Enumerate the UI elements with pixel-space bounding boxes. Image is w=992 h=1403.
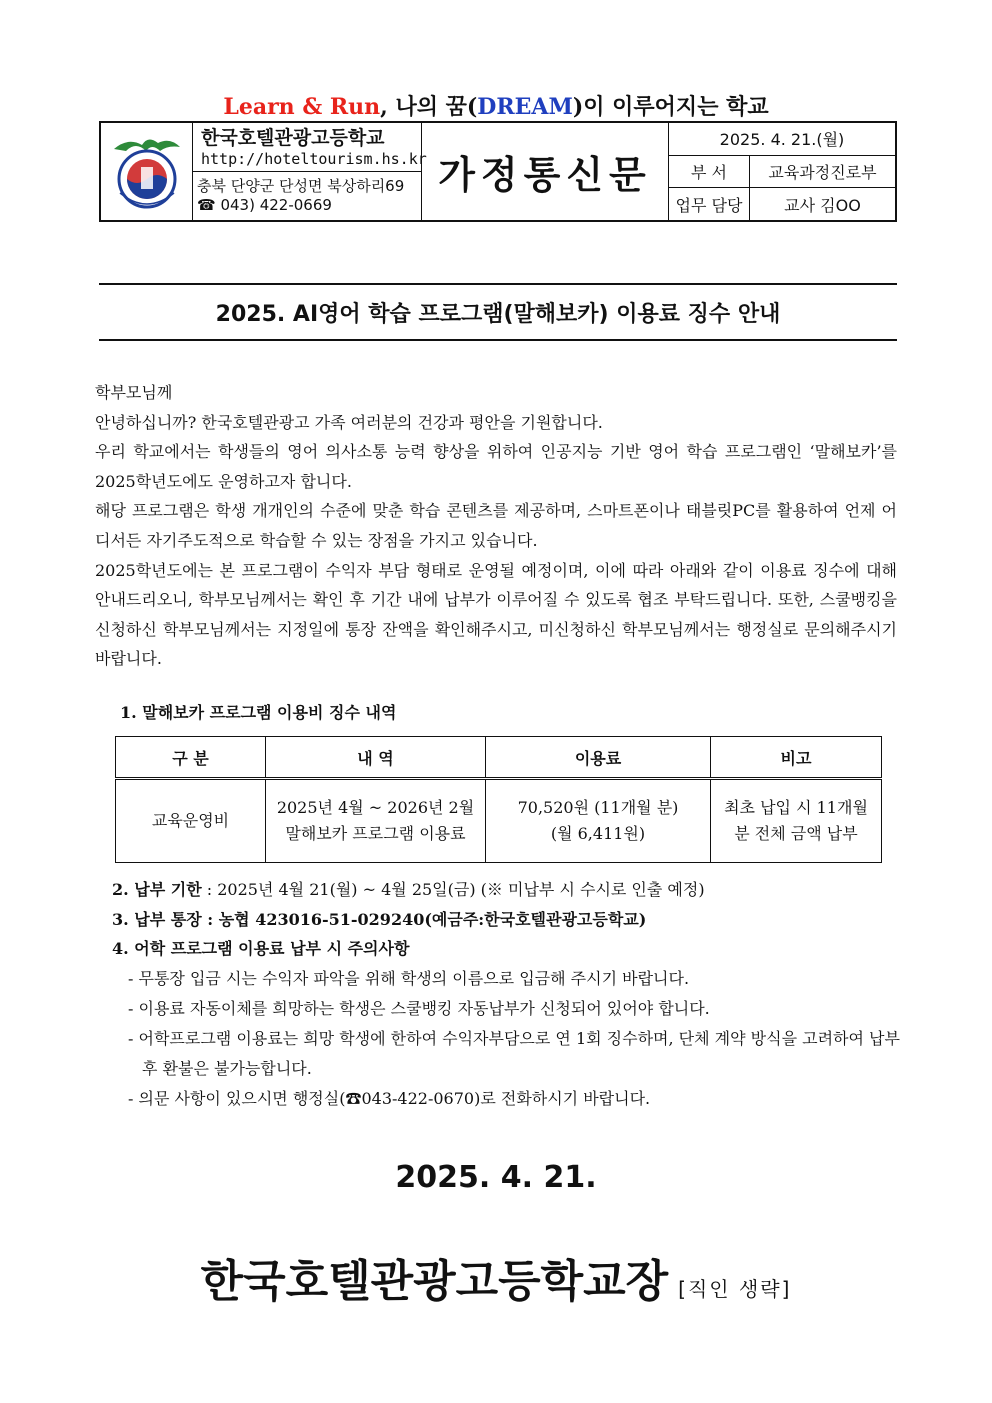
cell-note [711,779,882,863]
note-line-2: 분 전체 금액 납부 [734,824,858,843]
doc-type-title: 가정통신문 [422,123,669,220]
issue-date: 2025. 4. 21. [395,1160,597,1195]
detail-line-2: 말해보카 프로그램 이용료 [285,824,466,843]
principal-name: 한국호텔관광고등학교장 [200,1256,669,1307]
col-category: 구 분 [116,737,266,779]
slogan-text-1: , 나의 꿈( [380,94,478,120]
school-name: 한국호텔관광고등학교 [201,127,385,149]
detail-line-1: 2025년 4월 ~ 2026년 2월 [276,798,475,817]
col-fee: 이용료 [486,737,711,779]
col-detail: 내 역 [266,737,486,779]
list-item: - 무통장 입금 시는 수익자 파악을 위해 학생의 이름으로 입금해 주시기 바랍니다. [128,968,690,988]
school-phone: ☎ 043) 422-0669 [197,195,332,214]
letter-body [95,378,897,674]
dept-value: 교육과정진로부 [768,163,877,182]
body-paragraph-1: 안녕하십니까? 한국호텔관광고 가족 여러분의 건강과 평안을 기원합니다. [95,412,603,432]
slogan-dream: DREAM [477,94,573,120]
cell-category: 교육운영비 [116,779,266,863]
table-row [116,779,882,863]
section-3: 3. 납부 통장 : 농협 423016-51-029240(예금주:한국호텔관광고등학교) [112,909,647,929]
school-logo [101,123,193,220]
list-item: - 의문 사항이 있으시면 행정실(☎043-422-0670)로 전화하시기 바랍니다. [128,1088,651,1108]
fee-line-2: (월 6,411원) [550,824,646,843]
school-address: 충북 단양군 단성면 북상하리69 [197,176,405,195]
seal-note: [직인 생략] [678,1277,792,1301]
fee-table-header [116,737,882,779]
school-info [193,123,427,220]
charge-row [669,188,895,220]
body-paragraph-4: 2025학년도에는 본 프로그램이 수익자 부담 형태로 운영될 예정이며, 이에 따라 아래와 같이 이용료 징수에 대해 안내드리오니, 학부모님께서는 확인 후 기간 내에 납부가 이루어질 수 있도록 협조 부탁드립니다. 또한, 스쿨뱅킹을 신청하신 학부모님께서는 지정일에 통장 잔액을 확인해주시고, 미신청하신 학부모님께서는 행정실로 문의해주시기 바랍니다. [95,560,897,669]
section-2-label: 2. 납부 기한 [112,880,202,899]
charge-label: 업무 담당 [669,188,750,220]
list-item: - 이용료 자동이체를 희망하는 학생은 스쿨뱅킹 자동납부가 신청되어 있어야 합니다. [128,998,710,1018]
charge-value: 교사 김OO [784,195,861,215]
school-slogan [0,90,992,121]
payment-sections [112,875,902,1114]
section-2-text: : 2025년 4월 21(월) ~ 4월 25일(금) (※ 미납부 시 수시로 인출 예정) [201,880,705,899]
letter-header [99,121,897,222]
school-url[interactable]: http://hoteltourism.hs.kr [201,150,427,168]
body-paragraph-2: 우리 학교에서는 학생들의 영어 의사소통 능력 향상을 위하여 인공지능 기반 영어 학습 프로그램인 ‘말해보카’를 2025학년도에도 운영하고자 합니다. [95,442,897,491]
notice-title: 2025. AI영어 학습 프로그램(말해보카) 이용료 징수 안내 [99,283,897,341]
slogan-text-2: )이 이루어지는 학교 [572,94,769,120]
note-line-1: 최초 납입 시 11개월 [724,798,868,817]
list-item: - 어학프로그램 이용료는 희망 학생에 한하여 수익자부담으로 연 1회 징수하며, 단체 계약 방식을 고려하여 납부 후 환불은 불가능합니다. [128,1028,900,1078]
cell-fee [486,779,711,863]
col-note: 비고 [711,737,882,779]
school-emblem-icon [108,131,186,213]
section-4-title: 4. 어학 프로그램 이용료 납부 시 주의사항 [112,939,410,958]
slogan-learn-run: Learn & Run [223,94,381,120]
doc-info [669,123,895,220]
body-paragraph-3: 해당 프로그램은 학생 개개인의 수준에 맞춘 학습 콘텐츠를 제공하며, 스마트폰이나 태블릿PC를 활용하여 언제 어디서든 자기주도적으로 학습할 수 있는 장점을 가지고 있습니다. [95,501,897,550]
dept-label: 부 서 [669,156,750,188]
fee-table [115,736,882,863]
section-2 [112,875,902,905]
dept-row [669,156,895,189]
fee-line-1: 70,520원 (11개월 분) [517,798,679,817]
greeting: 학부모님께 [95,383,173,402]
doc-date: 2025. 4. 21.(월) [669,123,895,156]
section-4-list [112,964,902,1114]
cell-detail [266,779,486,863]
section-1-title: 1. 말해보카 프로그램 이용비 징수 내역 [120,703,397,722]
signature [0,1245,992,1309]
